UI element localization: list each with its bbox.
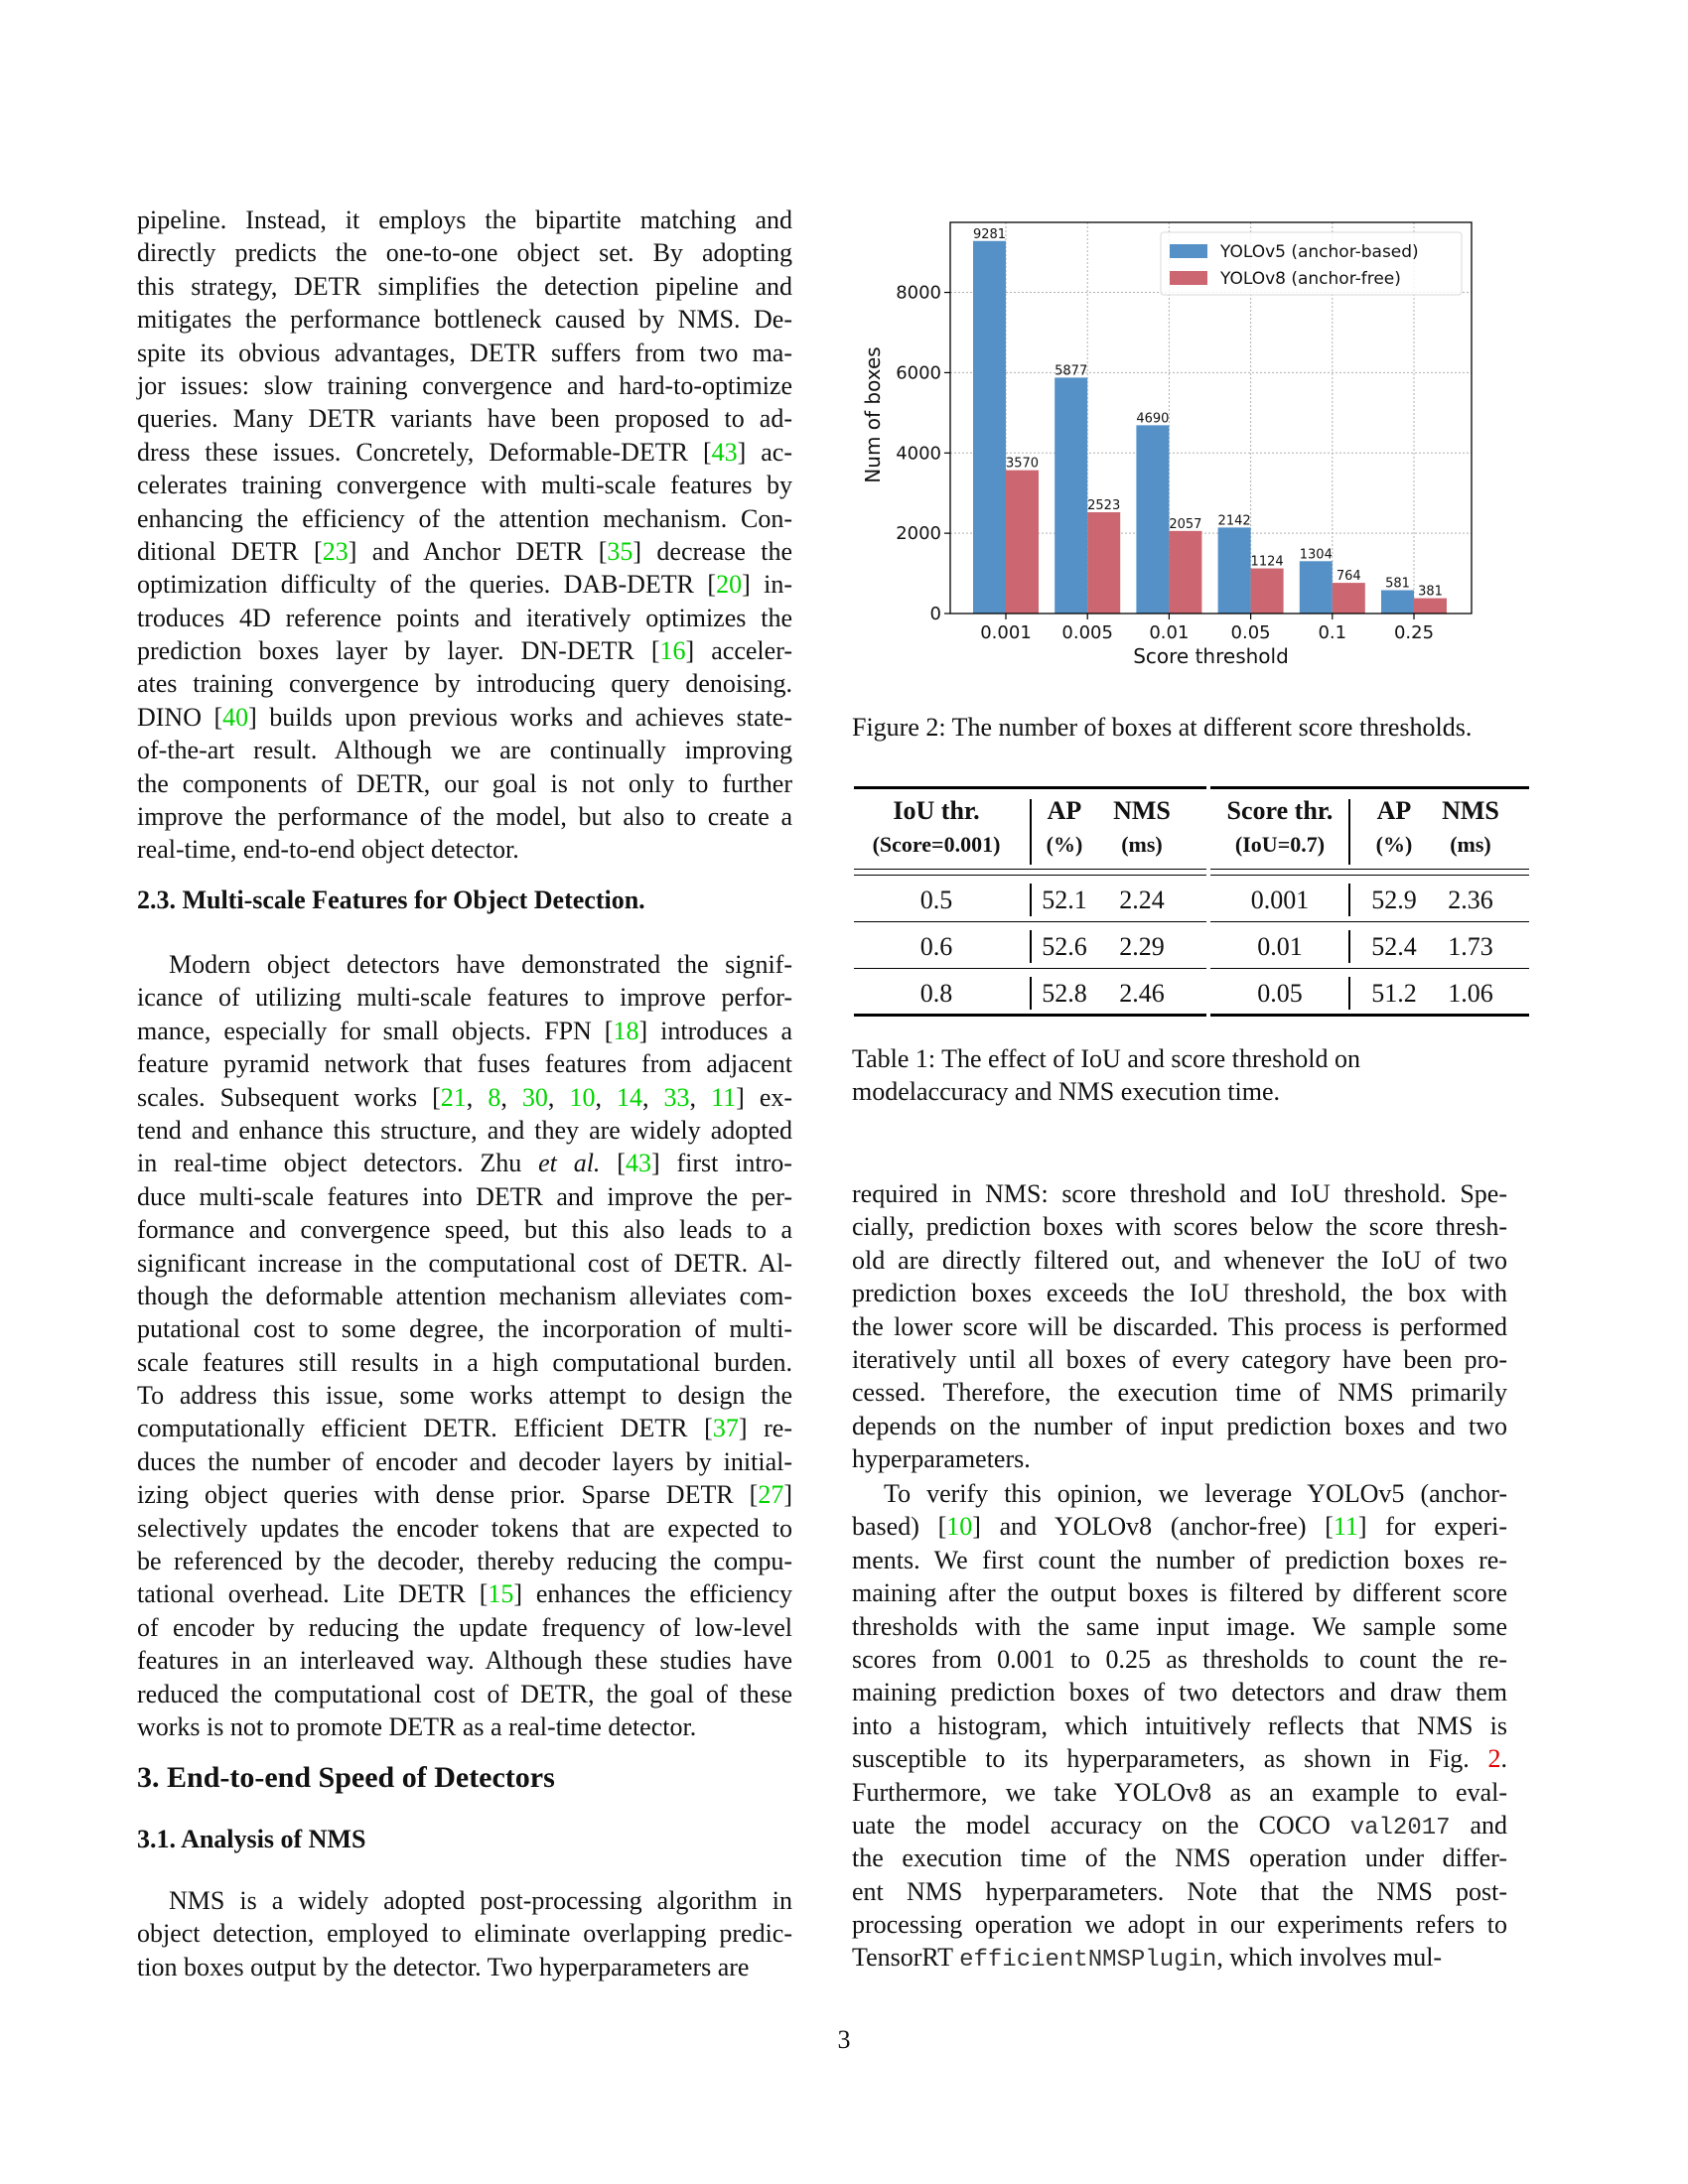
bar-data-label: 2523: [1087, 497, 1121, 513]
bar-data-label: 3570: [1005, 456, 1040, 472]
section-2-3-heading: 2.3. Multi-scale Features for Object Detection.: [137, 886, 645, 914]
legend-label: YOLOv5 (anchor-based): [1220, 242, 1419, 262]
table-cell: 0.5: [919, 886, 953, 914]
bar-data-label: 581: [1385, 576, 1410, 592]
bar-yolov8: [1414, 599, 1447, 614]
table-header: NMS: [1442, 796, 1499, 825]
bar-yolov5: [1300, 561, 1333, 614]
x-tick-label: 0.05: [1230, 622, 1271, 643]
bar-data-label: 1124: [1250, 554, 1284, 570]
bottom-rule: [854, 1014, 1206, 1017]
text-line: spite its obvious advantages, DETR suffers from two ma-: [137, 338, 792, 367]
code-efficientnmsplugin: efficientNMSPlugin: [959, 1947, 1217, 1975]
bar-yolov5: [1136, 425, 1169, 614]
table-cell: 2.46: [1119, 979, 1165, 1008]
text-line: TensorRT efficientNMSPlugin, which involves mul-: [852, 1943, 1443, 1975]
table-subheader: (Score=0.001): [872, 832, 1001, 857]
text-line: object detection, employed to eliminate overlapping predic-: [137, 1919, 792, 1949]
table-subheader: (ms): [1450, 832, 1491, 857]
text-line: mance, especially for small objects. FPN [18] introduces a: [137, 1016, 792, 1045]
text-line: prediction boxes layer by layer. DN-DETR [16] acceler-: [137, 636, 792, 666]
text-line: ditional DETR [23] and Anchor DETR [35] decrease the: [137, 536, 792, 566]
text-line: real-time, end-to-end object detector.: [137, 835, 519, 865]
bar-data-label: 9281: [972, 226, 1007, 242]
table-header: IoU thr.: [893, 796, 980, 825]
header-rule: [1210, 869, 1529, 870]
column-divider: [1030, 799, 1032, 865]
table-cell: 0.6: [919, 932, 953, 961]
text-line: features in an interleaved way. Although these studies have: [137, 1646, 792, 1676]
bar-data-label: 5877: [1055, 363, 1088, 379]
text-line: feature pyramid network that fuses features from adjacent: [137, 1049, 792, 1079]
citation-link[interactable]: 16: [659, 636, 686, 666]
table-subheader: (%): [1375, 832, 1413, 857]
citation-link[interactable]: 15: [488, 1579, 514, 1609]
bar-yolov5: [1381, 591, 1414, 614]
table-header: AP: [1376, 796, 1412, 825]
figure-reference-link[interactable]: 2: [1487, 1744, 1501, 1774]
text-line: susceptible to its hyperparameters, as shown in Fig. 2.: [852, 1744, 1507, 1774]
citation-link[interactable]: 40: [222, 702, 249, 732]
text-line: putational cost to some degree, the incorporation of multi-: [137, 1314, 792, 1344]
bar-yolov8: [1251, 569, 1284, 614]
table-subheader: (%): [1046, 832, 1083, 857]
text-line: scale features still results in a high computational burden.: [137, 1347, 792, 1377]
text-line: scales. Subsequent works [21, 8, 30, 10, 14, 33, 11] ex-: [137, 1082, 793, 1112]
text-line: tend and enhance this structure, and they are widely adopted: [137, 1115, 792, 1145]
header-rule: [854, 875, 1206, 876]
table-cell: 52.6: [1042, 932, 1087, 961]
row-rule: [854, 968, 1206, 969]
column-divider: [1030, 977, 1032, 1010]
legend-label: YOLOv8 (anchor-free): [1220, 269, 1401, 289]
y-tick-label: 2000: [896, 523, 941, 545]
bar-yolov8: [1169, 531, 1201, 614]
text-line: processing operation we adopt in our experiments refers to: [852, 1910, 1507, 1940]
y-tick-label: 8000: [896, 282, 941, 304]
right-paragraph-experiments: [852, 1477, 1507, 1975]
text-line: of-the-art result. Although we are continually improving: [137, 736, 792, 765]
text-line: accuracy and NMS execution time.: [916, 1077, 1281, 1107]
figure-2-bar-chart: [854, 213, 1489, 680]
legend-swatch-yolov5: [1170, 244, 1207, 258]
text-line: hyperparameters.: [852, 1444, 1031, 1474]
text-line: depends on the number of input prediction boxes and two: [852, 1411, 1507, 1440]
page-number: 3: [837, 2025, 851, 2054]
section-3-1-heading: 3.1. Analysis of NMS: [137, 1825, 366, 1853]
x-tick-label: 0.01: [1149, 622, 1190, 643]
table-cell: 51.2: [1371, 979, 1417, 1008]
y-tick-label: 6000: [896, 362, 941, 384]
text-line: maining after the output boxes is filtered by different score: [852, 1578, 1507, 1608]
table-header: Score thr.: [1226, 796, 1334, 825]
citation-link[interactable]: 8: [488, 1082, 501, 1112]
text-line: the components of DETR, our goal is not only to further: [137, 768, 792, 798]
table-cell: 52.8: [1042, 979, 1087, 1008]
text-line: thresholds with the same input image. We sample some: [852, 1611, 1507, 1641]
column-divider: [1030, 884, 1032, 916]
y-axis-label: Num of boxes: [861, 346, 885, 483]
table-half-iou-threshold: [854, 786, 1206, 1017]
text-line: tational overhead. Lite DETR [15] enhances the efficiency: [137, 1579, 792, 1609]
bar-data-label: 1304: [1299, 547, 1333, 563]
text-line: scores from 0.001 to 0.25 as thresholds to count the re-: [852, 1644, 1507, 1674]
table-cell: 52.9: [1371, 886, 1417, 914]
table-header: NMS: [1113, 796, 1171, 825]
left-paragraph-nms: [137, 1884, 792, 1983]
text-line: ments. We first count the number of prediction boxes re-: [852, 1545, 1507, 1574]
text-line: computationally efficient DETR. Efficient DETR [37] re-: [137, 1414, 792, 1443]
citation-link[interactable]: 33: [663, 1082, 690, 1112]
left-paragraph-multiscale: [137, 948, 792, 1743]
text-line: mitigates the performance bottleneck caused by NMS. De-: [137, 305, 792, 335]
column-divider: [1030, 930, 1032, 963]
table-1: [854, 786, 1529, 1017]
table-half-score-threshold: [1210, 786, 1529, 1017]
text-line: be referenced by the decoder, thereby reducing the compu-: [137, 1547, 792, 1576]
text-line: pipeline. Instead, it employs the bipartite matching and: [137, 205, 792, 234]
x-tick-label: 0.001: [980, 622, 1032, 643]
text-line: in real-time object detectors. Zhu et al. [43] first intro-: [137, 1149, 792, 1178]
citation-link[interactable]: 20: [716, 570, 743, 600]
text-line: of encoder by reducing the update frequency of low-level: [137, 1612, 792, 1642]
citation-link[interactable]: 10: [946, 1512, 973, 1542]
text-line: Furthermore, we take YOLOv8 as an example to eval-: [852, 1777, 1507, 1807]
text-line: cessed. Therefore, the execution time of NMS primarily: [852, 1378, 1507, 1408]
bar-data-label: 4690: [1136, 411, 1170, 427]
header-rule: [854, 869, 1206, 870]
table-cell: 1.73: [1448, 932, 1493, 961]
text-line: duces the number of encoder and decoder layers by initial-: [137, 1446, 792, 1476]
top-rule: [1210, 786, 1529, 789]
y-tick-label: 0: [929, 604, 941, 624]
citation-link[interactable]: 27: [758, 1480, 784, 1510]
y-tick-label: 4000: [896, 443, 941, 465]
text-line: To address this issue, some works attempt to design the: [137, 1381, 792, 1411]
bar-data-label: 764: [1336, 569, 1361, 585]
text-line: queries. Many DETR variants have been proposed to ad-: [137, 404, 792, 434]
table-cell: 1.06: [1448, 979, 1493, 1008]
x-tick-label: 0.1: [1318, 622, 1347, 643]
left-paragraph-detr: [137, 204, 792, 867]
text-line: celerates training convergence with multi-scale features by: [137, 471, 792, 500]
bar-yolov8: [1006, 471, 1039, 614]
text-line: NMS is a widely adopted post-processing algorithm in: [169, 1886, 792, 1915]
citation-link[interactable]: 11: [1333, 1512, 1358, 1542]
citation-link[interactable]: 21: [440, 1082, 467, 1112]
header-rule: [1210, 875, 1529, 876]
text-line: izing object queries with dense prior. Sparse DETR [27]: [137, 1480, 792, 1510]
text-line: ent NMS hyperparameters. Note that the NMS post-: [852, 1876, 1507, 1906]
text-line: selectively updates the encoder tokens that are expected to: [137, 1513, 792, 1543]
table-subheader: (ms): [1121, 832, 1163, 857]
bar-yolov5: [973, 241, 1006, 614]
text-line: ates training convergence by introducing query denoising.: [137, 669, 792, 699]
x-tick-label: 0.25: [1393, 622, 1435, 643]
text-line: prediction boxes exceeds the IoU threshold, the box with: [852, 1279, 1507, 1308]
text-line: works is not to promote DETR as a real-time detector.: [137, 1711, 697, 1741]
table-cell: 0.01: [1257, 932, 1303, 961]
text-line: icance of utilizing multi-scale features to improve perfor-: [137, 983, 792, 1013]
text-line: tion boxes output by the detector. Two hyperparameters are: [137, 1952, 750, 1981]
bar-yolov5: [1055, 377, 1087, 614]
table-cell: 52.4: [1371, 932, 1417, 961]
bar-data-label: 2057: [1169, 516, 1202, 532]
chart-svg: [854, 213, 1489, 680]
citation-link[interactable]: 43: [625, 1149, 651, 1178]
table-subheader: (IoU=0.7): [1234, 832, 1326, 857]
text-line: DINO [40] builds upon previous works and achieves state-: [137, 702, 792, 732]
top-rule: [854, 786, 1206, 789]
citation-link[interactable]: 10: [569, 1082, 596, 1112]
table-header: AP: [1047, 796, 1082, 825]
text-line: maining prediction boxes of two detectors and draw them: [852, 1678, 1507, 1707]
text-line: formance and convergence speed, but this also leads to a: [137, 1215, 792, 1245]
legend-swatch-yolov8: [1170, 271, 1207, 285]
row-rule: [1210, 921, 1529, 922]
text-line: the lower score will be discarded. This process is performed: [852, 1311, 1507, 1341]
citation-link[interactable]: 18: [613, 1016, 639, 1045]
text-line: troduces 4D reference points and iteratively optimizes the: [137, 603, 792, 632]
text-line: this strategy, DETR simplifies the detection pipeline and: [137, 271, 792, 301]
table-cell: 0.8: [919, 979, 953, 1008]
text-line: old are directly filtered out, and whenever the IoU of two: [852, 1245, 1507, 1275]
bar-data-label: 381: [1418, 584, 1443, 600]
text-line: Modern object detectors have demonstrated the signif-: [169, 950, 792, 979]
text-line: required in NMS: score threshold and IoU threshold. Spe-: [852, 1179, 1507, 1208]
x-axis-label: Score threshold: [1133, 644, 1289, 668]
citation-link[interactable]: 14: [616, 1082, 642, 1112]
citation-link[interactable]: 30: [521, 1082, 548, 1112]
bar-yolov8: [1087, 512, 1120, 614]
citation-link[interactable]: 37: [712, 1414, 739, 1443]
section-3-heading: 3. End-to-end Speed of Detectors: [137, 1761, 555, 1794]
text-line: directly predicts the one-to-one object set. By adopting: [137, 238, 792, 268]
figure-2-caption: Figure 2: The number of boxes at different score thresholds.: [852, 713, 1473, 742]
text-line: reduced the computational cost of DETR, the goal of these: [137, 1679, 792, 1708]
row-rule: [1210, 968, 1529, 969]
citation-link[interactable]: 11: [711, 1082, 737, 1112]
x-tick-label: 0.005: [1061, 622, 1113, 643]
bar-yolov8: [1333, 583, 1365, 614]
table-cell: 52.1: [1042, 886, 1087, 914]
citation-link[interactable]: 43: [711, 437, 738, 467]
row-rule: [854, 921, 1206, 922]
citation-link[interactable]: 35: [607, 536, 633, 566]
text-line: the execution time of the NMS operation under differ-: [852, 1843, 1507, 1873]
text-line: into a histogram, which intuitively reflects that NMS is: [852, 1710, 1507, 1740]
text-line: improve the performance of the model, but also to create a: [137, 802, 792, 832]
table-cell: 0.001: [1250, 886, 1310, 914]
text-line: optimization difficulty of the queries. DAB-DETR [20] in-: [137, 570, 792, 600]
bottom-rule: [1210, 1014, 1529, 1017]
table-1-caption: [852, 1042, 1511, 1109]
bar-data-label: 2142: [1217, 513, 1251, 529]
citation-link[interactable]: 23: [322, 536, 349, 566]
text-line: iteratively until all boxes of every category have been pro-: [852, 1344, 1507, 1374]
text-line: uate the model accuracy on the COCO val2017 and: [852, 1810, 1507, 1842]
right-paragraph-nms-hyperparameters: [852, 1177, 1507, 1476]
text-line: significant increase in the computational cost of DETR. Al-: [137, 1248, 792, 1278]
table-cell: 2.24: [1119, 886, 1165, 914]
code-val2017: val2017: [1349, 1814, 1451, 1842]
table-cell: 0.05: [1257, 979, 1303, 1008]
table-cell: 2.36: [1448, 886, 1493, 914]
text-line: based) [10] and YOLOv8 (anchor-free) [11] for experi-: [852, 1512, 1507, 1542]
text-line: jor issues: slow training convergence and hard-to-optimize: [137, 370, 792, 400]
text-line: though the deformable attention mechanism alleviates com-: [137, 1281, 792, 1310]
bar-yolov5: [1218, 527, 1251, 614]
table-cell: 2.29: [1119, 932, 1165, 961]
text-line: duce multi-scale features into DETR and improve the per-: [137, 1181, 792, 1211]
text-line: cially, prediction boxes with scores below the score thresh-: [852, 1212, 1507, 1242]
text-line: enhancing the efficiency of the attention mechanism. Con-: [137, 503, 792, 533]
text-line: dress these issues. Concretely, Deformable-DETR [43] ac-: [137, 437, 792, 467]
text-line: To verify this opinion, we leverage YOLOv5 (anchor-: [884, 1479, 1507, 1508]
text-line: Table 1: The effect of IoU and score threshold on model: [852, 1044, 1360, 1107]
